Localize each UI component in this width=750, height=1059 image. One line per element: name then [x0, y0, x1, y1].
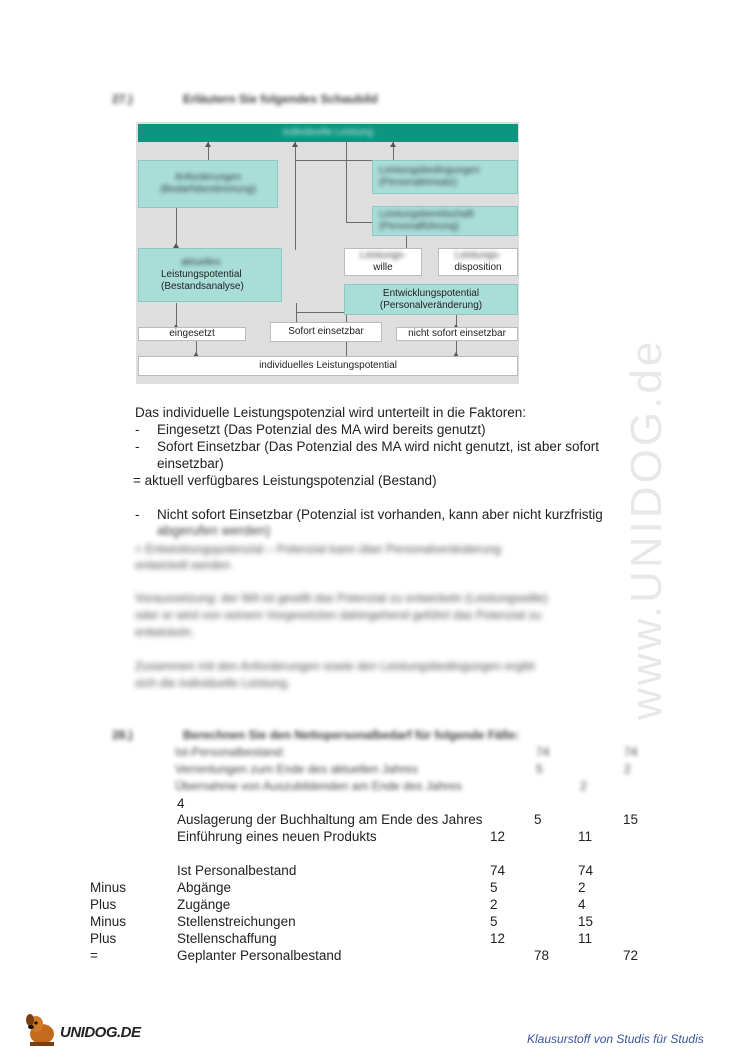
blurred-line-3a: Zusammen mit den Anforderungen sowie den Leistungsbedingungen ergibt — [135, 659, 535, 673]
item-nicht-sofort: Nicht sofort Einsetzbar (Potenzial ist vorhanden, kann aber nicht kurzfristig — [157, 507, 603, 522]
dash-1: - — [135, 422, 140, 437]
auslagerung-label: Auslagerung der Buchhaltung am Ende des Jahres — [177, 812, 483, 827]
calc-a: 2 — [490, 897, 498, 912]
calc-a: 5 — [490, 880, 498, 895]
diagram-leistungswille: Leistungs- wille — [344, 248, 422, 276]
given-four: 4 — [177, 796, 185, 811]
sum-bestand: = aktuell verfügbares Leistungspotenzial (Bestand) — [133, 473, 437, 488]
diagram-sofort-einsetzbar: Sofort einsetzbar — [270, 322, 382, 342]
unidog-logo — [22, 1012, 152, 1048]
einfuehrung-a: 12 — [490, 829, 506, 844]
given-b-2: 2 — [624, 762, 631, 776]
blurred-line-2c: entwickeln. — [135, 625, 195, 639]
question-28-title: Berechnen Sie den Nettopersonalbedarf für folgende Fälle: — [183, 728, 520, 742]
result-b: 72 — [623, 948, 639, 963]
calc-b: 4 — [578, 897, 586, 912]
calc-op: Plus — [90, 931, 117, 946]
given-label-3: Übernahme von Auszubildenden am Ende des Jahres — [175, 779, 462, 793]
result-op: = — [90, 948, 98, 963]
blurred-line-2b: oder er wird von seinem Vorgesetzten dahingehend geführt das Potenzial zu — [135, 608, 542, 622]
calc-label: Abgänge — [177, 880, 232, 895]
dash-3: - — [135, 507, 140, 522]
calc-label: Stellenschaffung — [177, 931, 277, 946]
question-27-number: 27.) — [112, 92, 133, 106]
calc-b: 2 — [578, 880, 586, 895]
given-label-2: Verrentungen zum Ende des aktuellen Jahres — [175, 762, 418, 776]
question-28-number: 28.) — [112, 728, 133, 742]
calc-b: 74 — [578, 863, 594, 878]
given-a-1: 74 — [536, 745, 550, 759]
logo-text: UNIDOG.DE — [60, 1024, 141, 1041]
dash-2: - — [135, 439, 140, 454]
item-nicht-sofort-cont: abgerufen werden) — [157, 523, 271, 538]
diagram-eingesetzt: eingesetzt — [138, 327, 246, 341]
auslagerung-b: 15 — [623, 812, 639, 827]
given-b-3: 2 — [580, 779, 587, 793]
diagram-individuelles-leistungspotential: individuelles Leistungspotential — [138, 356, 518, 376]
diagram-leistungsdisposition: Leistungs- disposition — [438, 248, 518, 276]
blurred-line-1a: = Entwicklungspotenzial – Potenzial kann über Personalveränderung — [135, 542, 501, 556]
dog-icon — [22, 1012, 62, 1048]
calc-b: 15 — [578, 914, 594, 929]
given-b-1: 74 — [624, 745, 638, 759]
blurred-line-1b: entwickelt werden — [135, 558, 231, 572]
given-a-2: 5 — [536, 762, 543, 776]
calc-op: Minus — [90, 914, 127, 929]
calc-a: 74 — [490, 863, 506, 878]
blurred-line-3b: sich die individuelle Leistung. — [135, 676, 291, 690]
footer-tagline: Klausurstoff von Studis für Studis — [527, 1032, 704, 1046]
item-eingesetzt: Eingesetzt (Das Potenzial des MA wird bereits genutzt) — [157, 422, 486, 437]
diagram-leistungsbereitschaft: Leistungsbereitschaft (Personalführung) — [372, 206, 518, 236]
explanation-intro: Das individuelle Leistungspotenzial wird unterteilt in die Faktoren: — [135, 405, 526, 420]
calc-label: Stellenstreichungen — [177, 914, 296, 929]
einfuehrung-b: 11 — [578, 829, 593, 844]
einfuehrung-label: Einführung eines neuen Produkts — [177, 829, 377, 844]
result-label: Geplanter Personalbestand — [177, 948, 342, 963]
calc-label: Ist Personalbestand — [177, 863, 297, 878]
diagram-entwicklungspotential: Entwicklungspotential (Personalveränderung) — [344, 284, 518, 315]
calc-op: Plus — [90, 897, 117, 912]
diagram-nicht-sofort-einsetzbar: nicht sofort einsetzbar — [396, 327, 518, 341]
watermark-text: www.UNIDOG.de — [622, 338, 671, 720]
leistungspotential-diagram — [136, 122, 519, 384]
item-sofort-einsetzbar: Sofort Einsetzbar (Das Potenzial des MA wird nicht genutzt, ist aber sofort — [157, 439, 599, 454]
diagram-leistungsbedingungen: Leistungsbedingungen (Personaleinsatz) — [372, 160, 518, 194]
diagram-aktuelles-leistungspotential: aktuelles Leistungspotential (Bestandsanalyse) — [138, 248, 282, 302]
calc-op: Minus — [90, 880, 127, 895]
calc-b: 11 — [578, 931, 593, 946]
diagram-individuelle-leistung: individuelle Leistung — [138, 124, 518, 142]
item-sofort-einsetzbar-cont: einsetzbar) — [157, 456, 224, 471]
given-label-1: Ist-Personalbestand: — [175, 745, 286, 759]
blurred-line-2a: Voraussetzung: der MA ist gewillt das Potenzial zu entwickeln (Leistungswille) — [135, 591, 548, 605]
calc-a: 12 — [490, 931, 506, 946]
auslagerung-a: 5 — [534, 812, 542, 827]
calc-label: Zugänge — [177, 897, 231, 912]
question-27-title: Erläutern Sie folgendes Schaubild — [183, 92, 378, 106]
calc-a: 5 — [490, 914, 498, 929]
diagram-anforderungen: Anforderungen (Bedarfsbestimmung) — [138, 160, 278, 208]
result-a: 78 — [534, 948, 550, 963]
